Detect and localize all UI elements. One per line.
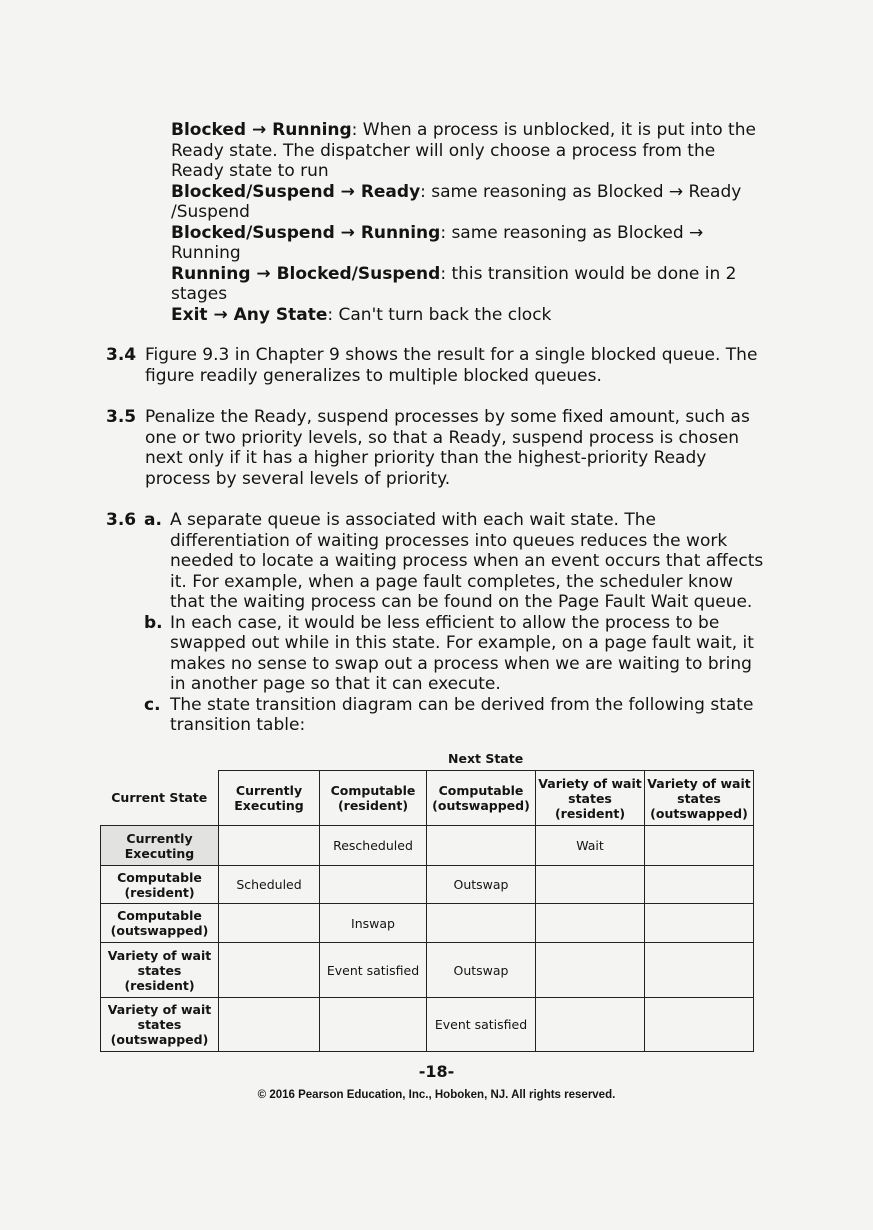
transition-item [171, 305, 771, 326]
table-row [101, 826, 754, 866]
answer-3-4 [106, 345, 766, 386]
table-cell: Event satisfied [320, 943, 427, 998]
table-cell: Outswap [427, 866, 536, 904]
table-cell [427, 904, 536, 943]
table-cell [219, 943, 320, 998]
table-row-header: Variety of wait states (outswapped) [101, 998, 219, 1052]
answer-text: Penalize the Ready, suspend processes by some fixed amount, such as one or two priority levels, so that a Ready, suspend process is chosen next only if it has a higher priority than the highest-priority Ready process by several levels of priority. [145, 407, 750, 489]
table-cell [536, 904, 645, 943]
table-cell: Outswap [427, 943, 536, 998]
table-cell [219, 904, 320, 943]
state-transition-table [100, 770, 754, 1052]
transition-label: Blocked/Suspend → Running [171, 222, 441, 243]
page-number: -18- [418, 1062, 455, 1081]
table-row-header: Computable (resident) [101, 866, 219, 904]
answer-number: 3.5 [106, 407, 137, 427]
transition-label: Blocked/Suspend → Ready [171, 181, 421, 202]
answer-3-6 [106, 510, 766, 736]
part-text: In each case, it would be less efficient to allow the process to be swapped out while in this state. For example, on a page fault wait, it makes no sense to swap out a process when we are waiting to bring in another page so that it can execute. [170, 612, 754, 694]
table-row [101, 943, 754, 998]
table-cell [645, 904, 754, 943]
table-row [101, 866, 754, 904]
table-cell: Inswap [320, 904, 427, 943]
table-cell [219, 998, 320, 1052]
table-row-header: Computable (outswapped) [101, 904, 219, 943]
table-cell [427, 826, 536, 866]
table-cell [536, 866, 645, 904]
table-column-header: Variety of wait states (resident) [536, 771, 645, 826]
answer-part-c [144, 694, 766, 736]
answer-number: 3.4 [106, 345, 137, 365]
transition-text: : Can't turn back the clock [327, 304, 552, 325]
table-column-header: Currently Executing [219, 771, 320, 826]
table-column-header: Computable (outswapped) [427, 771, 536, 826]
part-letter: c. [144, 694, 161, 715]
table-corner-current-state: Current State [111, 790, 208, 806]
part-text: The state transition diagram can be derived from the following state transition table: [170, 694, 754, 735]
table-cell [536, 943, 645, 998]
transition-label: Running → Blocked/Suspend [171, 263, 441, 284]
table-cell [536, 998, 645, 1052]
table-cell [320, 866, 427, 904]
answer-part-b [144, 612, 766, 695]
table-cell [645, 826, 754, 866]
part-text: A separate queue is associated with each wait state. The differentiation of waiting processes into queues reduces the work needed to locate a waiting process when an event occurs that affects it. For example, when a page fault completes, the scheduler know that the waiting process can be found on the Page Fault Wait queue. [170, 510, 764, 612]
table-cell [645, 866, 754, 904]
answer-number: 3.6 [106, 510, 137, 530]
table-cell [645, 998, 754, 1052]
table-next-state-heading: Next State [448, 751, 524, 766]
transition-text: : same reasoning as Blocked → Ready /Suspend [171, 181, 742, 222]
transition-text: : this transition would be done in 2 stages [171, 263, 737, 304]
table-cell: Rescheduled [320, 826, 427, 866]
part-letter: b. [144, 612, 163, 633]
table-row-header: Currently Executing [101, 826, 219, 866]
table-cell [645, 943, 754, 998]
answer-3-5 [106, 407, 766, 489]
transition-list [171, 120, 771, 325]
transition-item [171, 120, 771, 182]
copyright-notice: © 2016 Pearson Education, Inc., Hoboken, NJ. All rights reserved. [257, 1089, 616, 1101]
transition-label: Exit → Any State [171, 304, 328, 325]
transition-label: Blocked → Running [171, 120, 352, 140]
part-letter: a. [144, 510, 162, 530]
table-cell: Event satisfied [427, 998, 536, 1052]
answer-text: Figure 9.3 in Chapter 9 shows the result for a single blocked queue. The figure readily generalizes to multiple blocked queues. [145, 345, 758, 386]
table-row [101, 904, 754, 943]
table-column-header: Computable (resident) [320, 771, 427, 826]
table-row-header: Variety of wait states (resident) [101, 943, 219, 998]
transition-text: : When a process is unblocked, it is put into the Ready state. The dispatcher will only choose a process from the Ready state to run [171, 120, 756, 181]
table-cell: Wait [536, 826, 645, 866]
transition-item [171, 264, 771, 305]
transition-item [171, 223, 771, 264]
table-row [101, 998, 754, 1052]
table-cell: Scheduled [219, 866, 320, 904]
table-column-header: Variety of wait states (outswapped) [645, 771, 754, 826]
transition-text: : same reasoning as Blocked → Running [171, 222, 704, 263]
table-cell [219, 826, 320, 866]
table-cell [320, 998, 427, 1052]
transition-item [171, 182, 771, 223]
answer-part-a [144, 510, 766, 613]
